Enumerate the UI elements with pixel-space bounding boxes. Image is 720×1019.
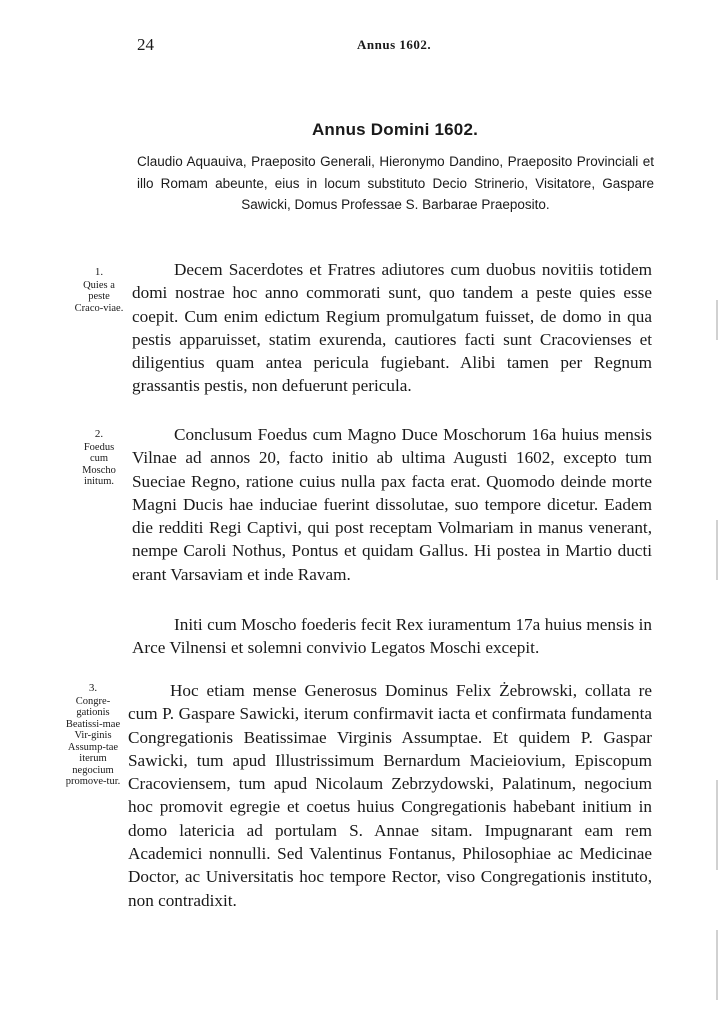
running-title: Annus 1602. xyxy=(357,37,432,52)
marginal-note-text: Foedus cum Moscho initum. xyxy=(82,441,116,487)
marginal-note-3 xyxy=(62,683,124,788)
intro-paragraph: Claudio Aquauiva, Praeposito Generali, Hieronymo Dandino, Praeposito Provinciali et illo Romam abeunte, eius in locum substituto Decio Strinerio, Visitatore, Gaspare Sawicki, Domus Professae S. Barbarae Praeposito. xyxy=(137,154,654,212)
page-edge-mark xyxy=(716,520,718,580)
marginal-note-number: 1. xyxy=(94,266,104,278)
marginal-note-1 xyxy=(74,267,124,314)
marginal-note-2 xyxy=(74,429,124,488)
page-edge-mark xyxy=(716,930,718,1000)
body-paragraph-1: Decem Sacerdotes et Fratres adiutores cum duobus novitiis totidem domi nostrae hoc anno commorati sunt, quo tandem a peste quies esse coepit. Cum enim edictum Regium promulgatum fuisset, de domo in qua pestis apparuisset, statim exurenda, cautiores facti sunt Cracovienses et diligentius quam antea pericula fugiebant. Alibi tamen per Regnum grassantis pestis, non defuerunt pericula. xyxy=(132,260,652,396)
page-edge-mark xyxy=(716,780,718,870)
body-paragraph-4: Hoc etiam mense Generosus Dominus Felix Żebrowski, collata re cum P. Gaspare Sawicki, iterum confirmavit iacta et confirmata fundamenta Congregationis Beatissimae Virginis Assumptae. Et quidem P. Gaspar Sawicki, tum apud Illustrissimum Bernardum Macieiovium, Episcopum Cracoviensem, tum apud Nicolaum Zebrzydowski, Palatinum, negocium hoc promovit egregie et coetus huius Congregationis habebant initium in domo latericia ad portulam S. Annae sitam. Impugnarant eam rem Academici nonnulli. Sed Valentinus Fontanus, Philosophiae ac Medicinae Doctor, ac Universitatis hoc tempore Rector, viso Congregationis instituto, non contradixit. xyxy=(128,681,652,910)
page-number: 24 xyxy=(137,35,154,54)
page-edge-mark xyxy=(716,300,718,340)
marginal-note-text: Congre-gationis Beatissi-mae Vir-ginis Assump-tae iterum negocium promove-tur. xyxy=(65,695,121,787)
body-paragraph-3: Initi cum Moscho foederis fecit Rex iuramentum 17a huius mensis in Arce Vilnensi et solemni convivio Legatos Moschi excepit. xyxy=(132,615,652,658)
marginal-note-number: 3. xyxy=(88,682,98,694)
section-title: Annus Domini 1602. xyxy=(311,120,479,139)
body-paragraph-2: Conclusum Foedus cum Magno Duce Moschorum 16a huius mensis Vilnae ad annos 20, facto initio ab ultima Augusti 1602, excepto tum Sueciae Regno, ratione cuius nulla pax facta erat. Quomodo deinde morte Magni Ducis hae induciae fuerint dissolutae, suo tempore dicetur. Eadem die redditi Regi Captivi, qui post receptam Volmariam in manus venerant, nempe Caroli Nothus, Pontus et quidam Gallus. Hi postea in Martio ducti erant Varsaviam et inde Ravam. xyxy=(132,425,652,584)
page-header xyxy=(135,35,655,55)
marginal-note-text: Quies a peste Craco-viae. xyxy=(74,279,124,314)
marginal-note-number: 2. xyxy=(94,428,104,440)
